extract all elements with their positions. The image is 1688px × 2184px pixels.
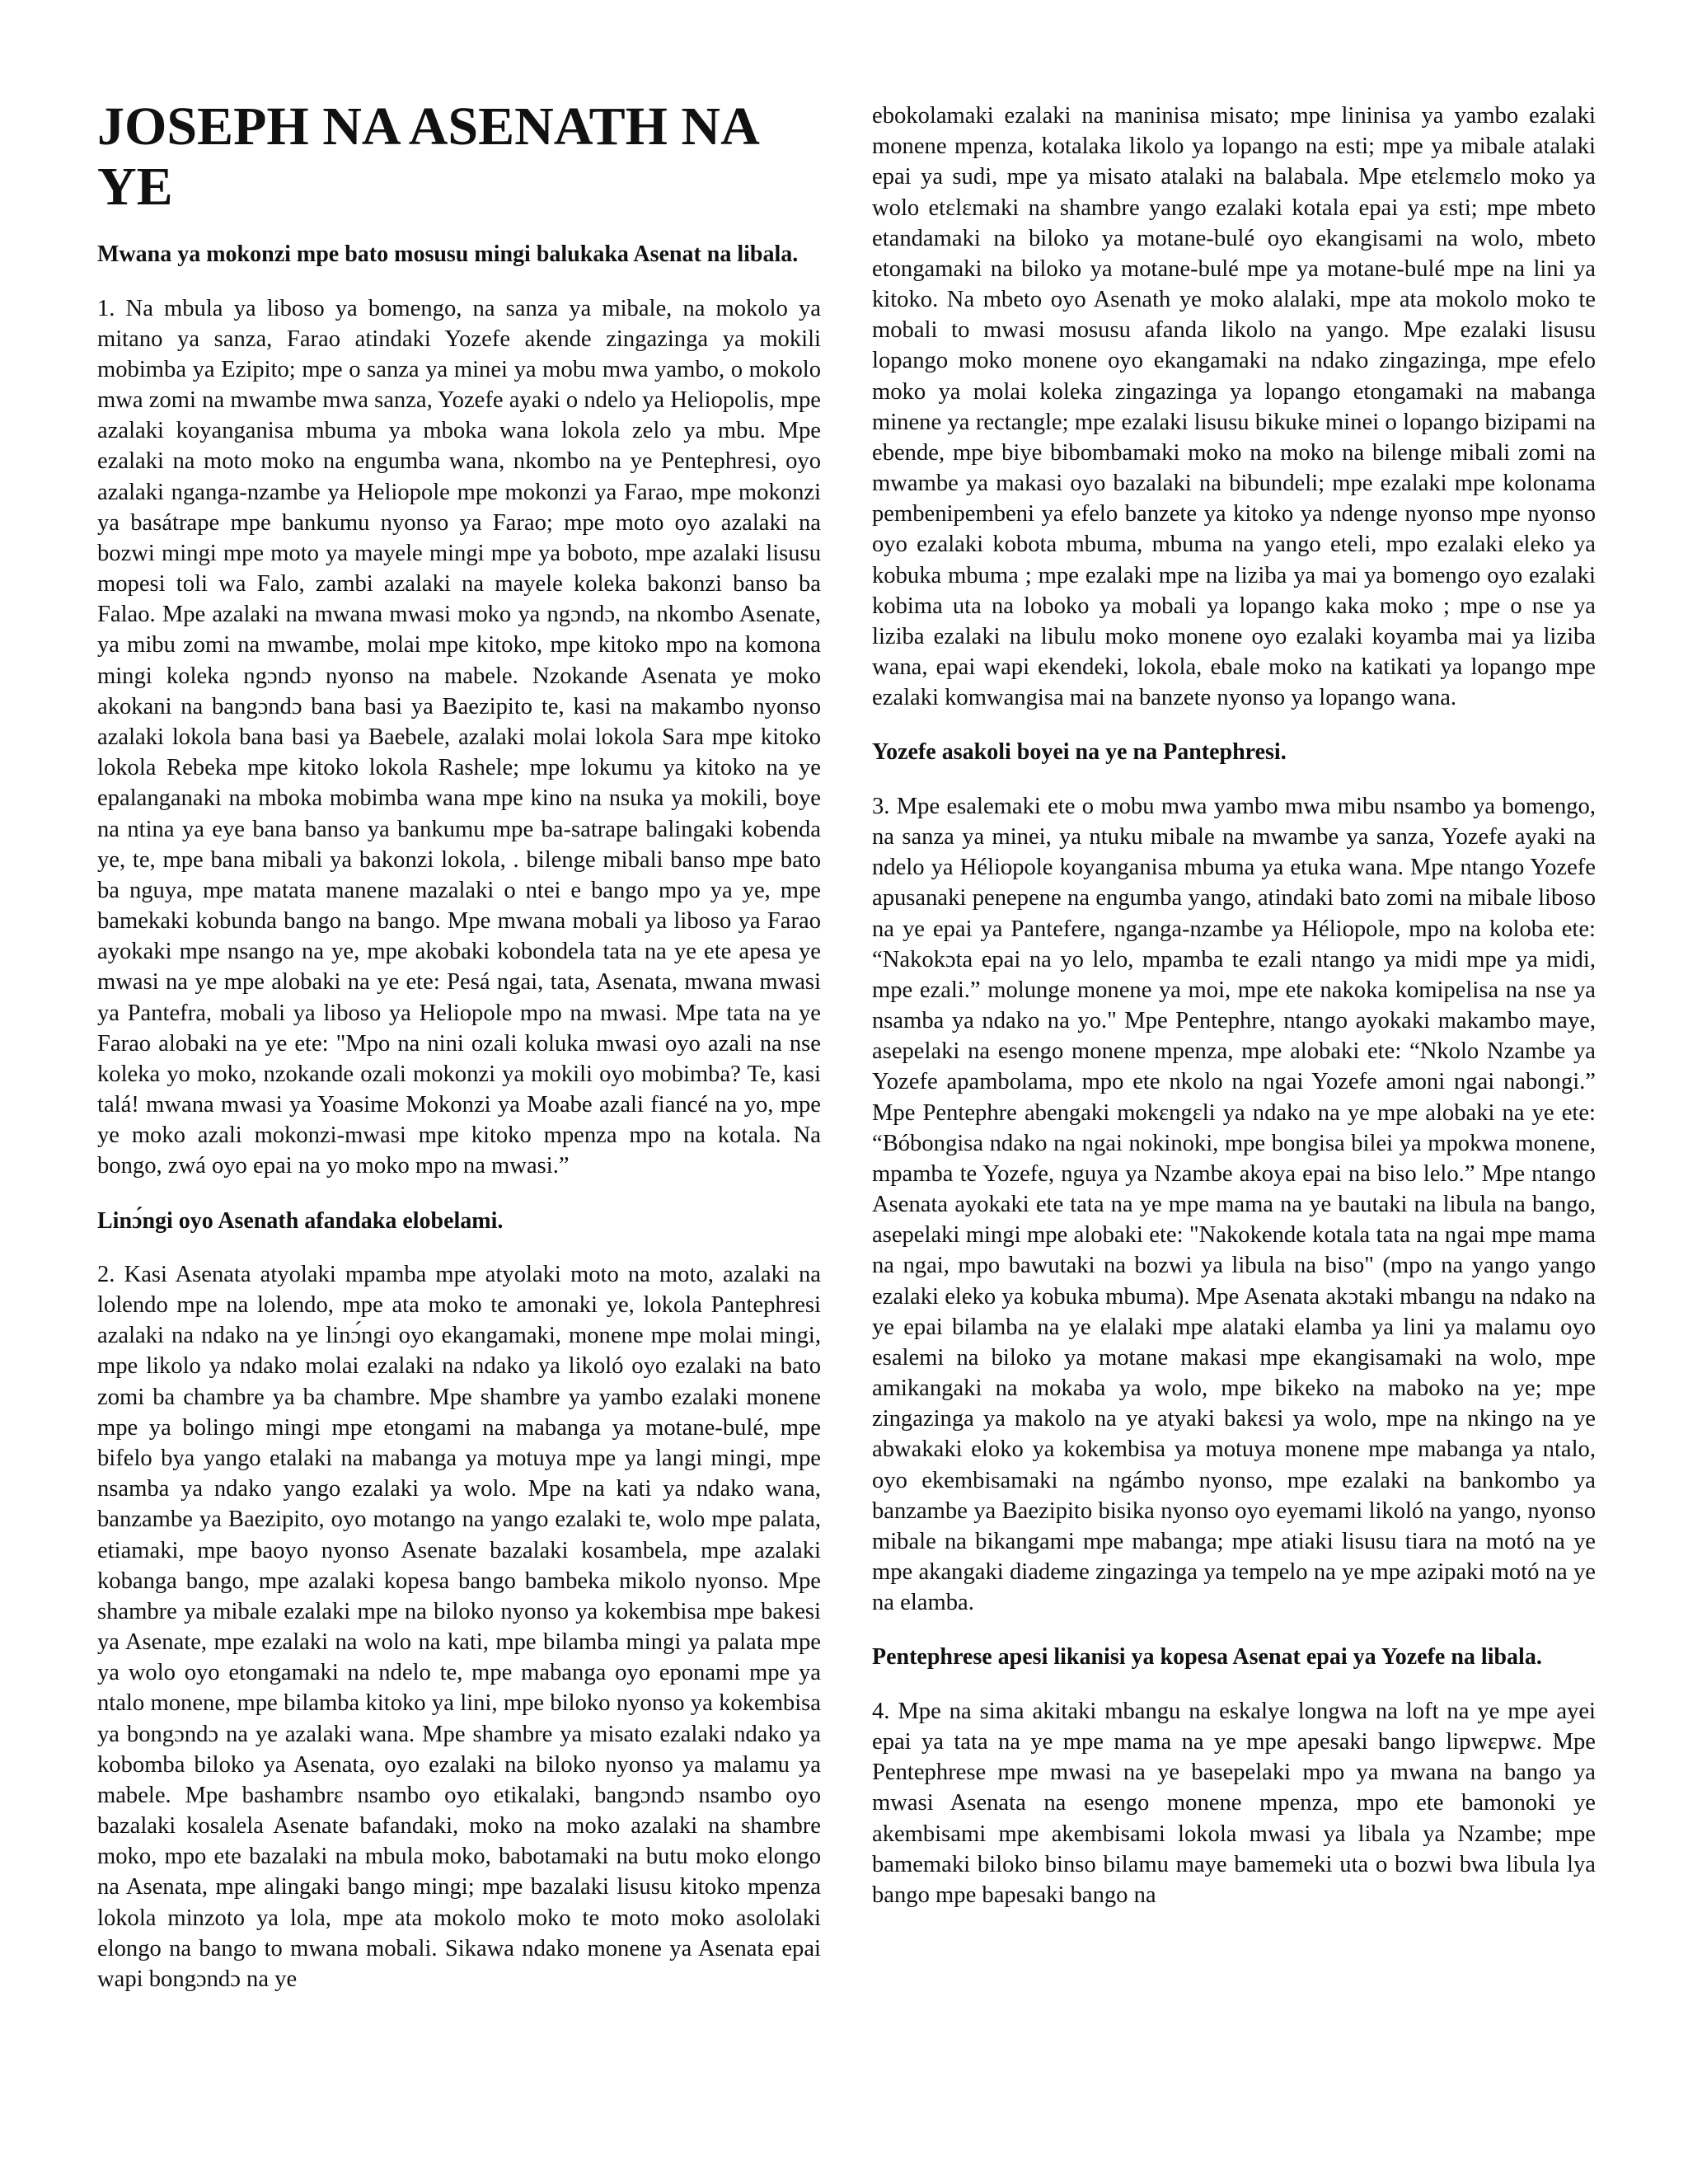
section-1-heading: Mwana ya mokonzi mpe bato mosusu mingi balukaka Asenat na libala. bbox=[97, 241, 799, 268]
section-1-paragraph: 1. Na mbula ya liboso ya bomengo, na sanza ya mibale, na mokolo ya mitano ya sanza, Farao atindaki Yozefe akende zingazinga ya mokili mobimba ya Ezipito; mpe o sanza ya minei ya mobu mwa yambo, o mokolo mwa zomi na mwambe mwa sanza, Yozefe ayaki o ndelo ya Heliopolis, mpe azalaki koyanganisa mbuma ya mboka wana lokola zelo ya mbu. Mpe ezalaki na moto moko na engumba wana, nkombo na ye Pentephresi, oyo azalaki nganga-nzambe ya Heliopole mpe mokonzi ya Farao, mpe mokonzi ya basátrape mpe bankumu nyonso ya Farao; mpe moto oyo azalaki na bozwi mingi mpe moto ya mayele mingi mpe ya boboto, mpe azalaki lisusu mopesi toli wa Falo, zambi azalaki na mayele koleka bakonzi banso ba Falao. Mpe azalaki na mwana mwasi moko ya ngɔndɔ, na nkombo Asenate, ya mibu zomi na mwambe, molai mpe kitoko, mpe kitoko mpo na komona mingi koleka ngɔndɔ nyonso na mabele. Nzokande Asenata ye moko akokani na bangɔndɔ bana basi ya Baezipito te, kasi na makambo nyonso azalaki lokola bana basi ya Baebele, azalaki molai lokola Sara mpe kitoko lokola Rebeka mpe kitoko lokola Rashele; mpe lokumu ya kitoko na ye epalanganaki na mboka mobimba wana mpe kino na nsuka ya mokili, boye na ntina ya eye bana banso ya bankumu mpe ba-satrape balingaki kobenda ye, te, mpe bana mibali ya bakonzi lokola, . bilenge mibali banso mpe bato ba nguya, mpe matata manene mazalaki o ntei e bango mpo ya ye, mpe bamekaki kobunda bango na bango. Mpe mwana mobali ya liboso ya Farao ayokaki mpe nsango na ye, mpe akobaki kobondela tata na ye ete apesa ye mwasi na ye mpe alobaki na ye ete: Pesá ngai, tata, Asenata, mwana mwasi ya Pantefra, mobali ya liboso ya Heliopole mpo na mwasi. Mpe tata na ye Farao alobaki na ye ete: "Mpo na nini ozali koluka mwasi oyo azali na nse koleka yo moko, nzokande ozali mokonzi ya mokili oyo mobimba? Te, kasi talá! mwana mwasi ya Yoasime Mokonzi ya Moabe azali fiancé na yo, mpe ye moko azali mokonzi-mwasi mpe kitoko mpenza mpo na kotala. Na bongo, zwá oyo epai na yo moko mpo na mwasi.” bbox=[97, 295, 821, 1179]
left-column bbox=[97, 97, 821, 2184]
right-column bbox=[872, 101, 1596, 2184]
section-2-heading: Linɔ́ngi oyo Asenath afandaka elobelami. bbox=[97, 1207, 504, 1234]
section-3-paragraph: 3. Mpe esalemaki ete o mobu mwa yambo mwa mibu nsambo ya bomengo, na sanza ya minei, ya ntuku mibale na mwambe ya sanza, Yozefe ayaki na ndelo ya Héliopole koyanganisa mbuma ya etuka wana. Mpe ntango Yozefe apusanaki penepene na engumba yango, atindaki bato zomi na mibale liboso na ye epai ya Pantefere, nganga-nzambe ya Héliopole, mpo na koloba ete: “Nakokɔta epai na yo lelo, mpamba te ezali ntango ya midi mpe ya midi, mpe ezali.” molunge monene ya moi, mpe ete nakoka komipelisa na nse ya nsamba ya ndako na yo." Mpe Pentephre, ntango ayokaki makambo maye, asepelaki na esengo monene mpenza, mpe alobaki ete: “Nkolo Nzambe ya Yozefe apambolama, mpo ete nkolo na ngai Yozefe amoni ngai nabongi.” Mpe Pentephre abengaki mokɛngɛli ya ndako na ye mpe alobaki na ye ete: “Bóbongisa ndako na ngai nokinoki, mpe bongisa bilei ya mpokwa monene, mpamba te Yozefe, nguya ya Nzambe akoya epai na biso lelo.” Mpe ntango Asenata ayokaki ete tata na ye mpe mama na ye bautaki na libula na bango, asepelaki mingi mpe alobaki ete: "Nakokende kotala tata na ngai mpe mama na ngai, mpo bawutaki na bozwi ya libula na biso" (mpo na yango yango ezalaki eleko ya kobuka mbuma). Mpe Asenata akɔtaki mbangu na ndako na ye epai bilamba na ye elalaki mpe alataki elamba ya lini ya malamu oyo esalemi na biloko ya motane makasi mpe ekangisamaki na wolo, mpe amikangaki na mokaba ya wolo, mpe bikeko na maboko na ye; mpe zingazinga ya makolo na ye atyaki bakɛsi ya wolo, mpe na nkingo na ye abwakaki eloko ya kokembisa ya motuya monene mpe mabanga ya ntalo, oyo ekembisamaki na ngámbo nyonso, mpe ezalaki na bankombo ya banzambe ya Baezipito bisika nyonso oyo eyemami likoló na yango, nyonso mibale na bikangami mpe mabanga; mpe atiaki lisusu tiara na motó na ye mpe akangaki diademe zingazinga ya tempelo na ye mpe azipaki motó na ye na elamba. bbox=[872, 793, 1596, 1616]
section-2-paragraph-part-b: ebokolamaki ezalaki na maninisa misato; mpe lininisa ya yambo ezalaki monene mpenza, kotalaka likolo ya lopango na esti; mpe ya mibale atalaki epai ya sudi, mpe ya misato atalaki na balabala. Mpe etɛlɛmɛlo moko ya wolo etɛlɛmaki na shambre yango ezalaki kotala epai ya ɛsti; mpe mbeto etandamaki na biloko ya motane-bulé oyo ekangisami na wolo, mbeto etongamaki na biloko ya motane-bulé mpe ya motane-bulé mpe na lini ya kitoko. Na mbeto oyo Asenath ye moko alalaki, mpe ata mokolo moko te mobali to mwasi mosusu afanda likolo na yango. Mpe ezalaki lisusu lopango moko monene oyo ekangamaki na ndako zingazinga, mpe efelo moko ya molai koleka zingazinga ya lopango etongamaki na mabanga minene ya rectangle; mpe ezalaki lisusu bikuke minei o lopango bizipami na ebende, mpe biye bibombamaki moko na moko na bilenge mibali zomi na mwambe ya makasi oyo bazalaki na bibundeli; mpe ezalaki mpe kolonama pembenipembeni ya efelo banzete ya kitoko ya ndenge nyonso mpe nyonso oyo ezalaki kobota mbuma, mbuma na yango eteli, mpo ezalaki eleko ya kobuka mbuma ; mpe ezalaki mpe na liziba ya mai ya bomengo oyo ezalaki kobima uta na loboko ya mobali ya lopango kaka moko ; mpe o nse ya liziba ezalaki na libulu moko monene oyo ezalaki koyamba mai ya liziba wana, epai wapi ekendeki, lokola, ebale moko na katikati ya lopango mpe ezalaki komwangisa mai na banzete nyonso ya lopango wana. bbox=[872, 103, 1596, 711]
document-title: JOSEPH NA ASENATH NA YE bbox=[97, 96, 757, 217]
section-4-heading: Pentephrese apesi likanisi ya kopesa Asenat epai ya Yozefe na libala. bbox=[872, 1644, 1542, 1671]
section-2-paragraph-part-a: 2. Kasi Asenata atyolaki mpamba mpe atyolaki moto na moto, azalaki na lolendo mpe na lolendo, mpe ata moko te amonaki ye, lokola Pantephresi azalaki na ndako na ye linɔ́ngi oyo ekangamaki, monene mpe molai mingi, mpe likolo ya ndako molai ezalaki na ndako ya likoló oyo ezalaki na bato zomi ba chambre ya ba chambre. Mpe shambre ya yambo ezalaki monene mpe ya bolingo mingi mpe etongami na mabanga ya motane-bulé, mpe bifelo bya yango etalaki na mabanga ya motuya mpe ya langi mingi, mpe nsamba ya ndako yango ezalaki ya wolo. Mpe na kati ya ndako wana, banzambe ya Baezipito, oyo motango na yango ezalaki te, wolo mpe palata, etiamaki, mpe baoyo nyonso Asenate bazalaki kosambela, mpe azalaki kobanga bango, mpe azalaki kopesa bango bambeka mikolo nyonso. Mpe shambre ya mibale ezalaki mpe na biloko nyonso ya kokembisa mpe bakesi ya Asenate, mpe ezalaki na wolo na kati, mpe bilamba mingi ya palata mpe ya wolo oyo etongamaki na ndelo te, mpe mabanga oyo eponami mpe ya ntalo monene, mpe bilamba kitoko ya lini, mpe biloko nyonso ya kokembisa ya bongɔndɔ na ye azalaki wana. Mpe shambre ya misato ezalaki ndako ya kobomba biloko ya Asenata, oyo ezalaki na biloko nyonso ya malamu ya mabele. Mpe bashambrɛ nsambo oyo etikalaki, bangɔndɔ nsambo oyo bazalaki kosalela Asenate bafandaki, moko na moko azalaki na shambre moko, mpo ete bazalaki na mbula moko, babotamaki na butu moko elongo na Asenata, mpe alingaki bango mingi; mpe bazalaki lisusu kitoko mpenza lokola minzoto ya lola, mpe ata mokolo moko te moto moko asololaki elongo na bango to mwana mobali. Sikawa ndako monene ya Asenata epai wapi bongɔndɔ na ye bbox=[97, 1261, 821, 1992]
section-3-heading: Yozefe asakoli boyei na ye na Pantephresi. bbox=[872, 739, 1287, 766]
section-4-paragraph: 4. Mpe na sima akitaki mbangu na eskalye longwa na loft na ye mpe ayei epai ya tata na ye mpe mama na ye mpe apesaki bango lipwɛpwɛ. Mpe Pentephrese mpe mwasi na ye basepelaki mpo ya mwana na bango ya mwasi Asenata na esengo monene mpenza, mpo ete bamonoki ye akembisami mpe akembisami lokola mwasi ya libala ya Nzambe; mpe bamemaki biloko binso bilamu maye bamemeki uta o bozwi bwa libula lya bango mpe bapesaki bango na bbox=[872, 1698, 1596, 1908]
